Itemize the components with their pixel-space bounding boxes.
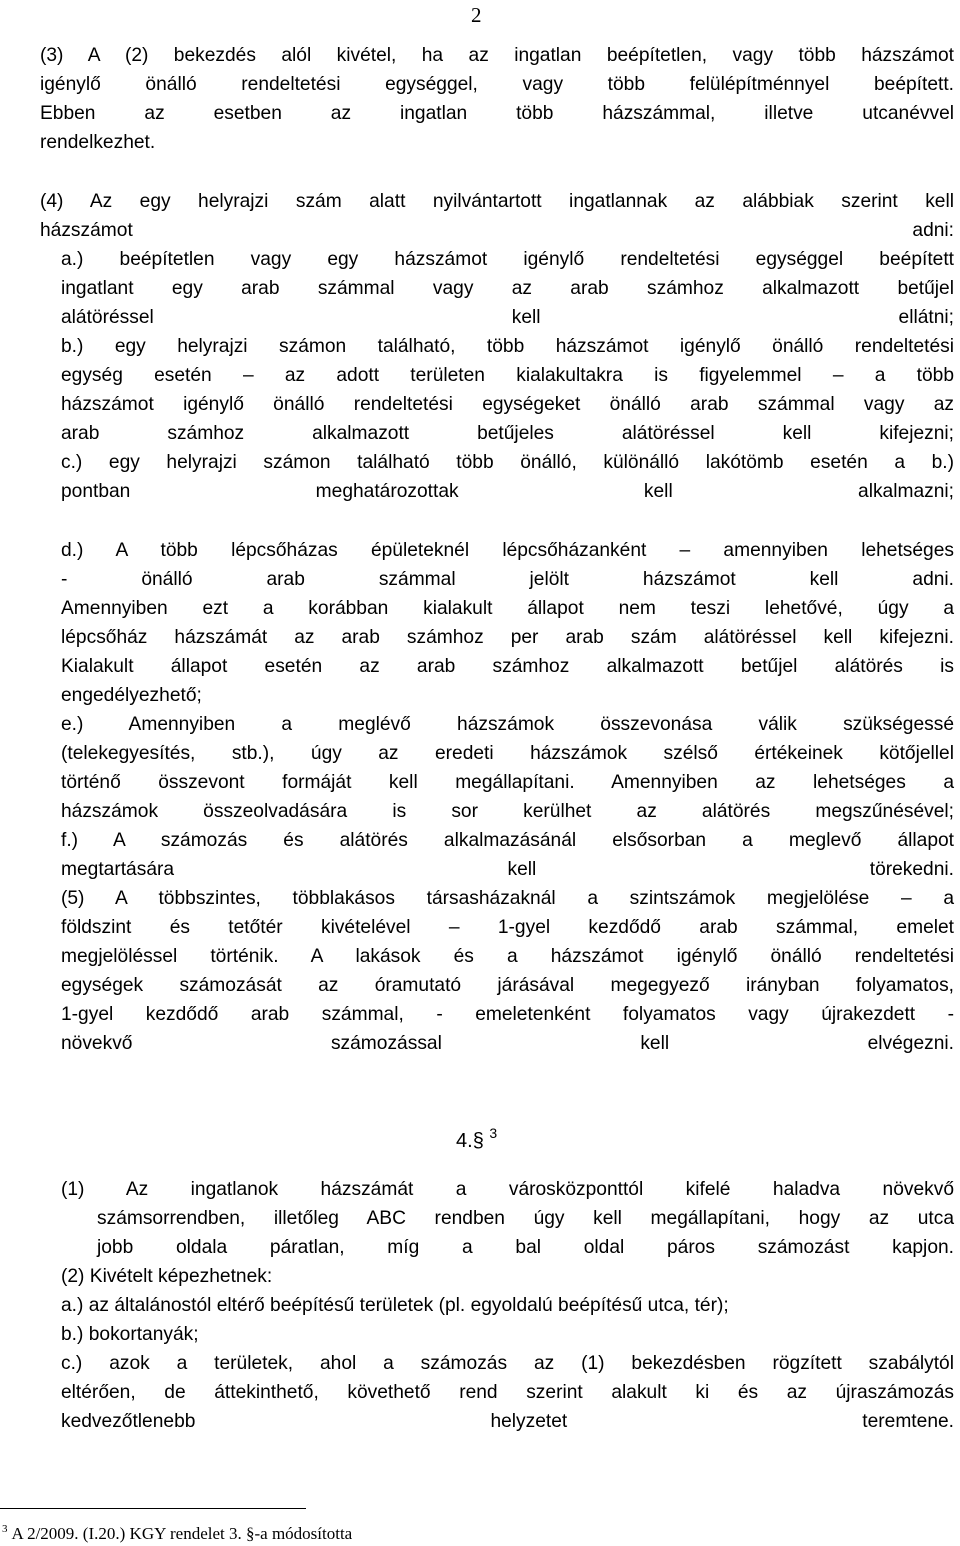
text-line: 1-gyel kezdődő arab számmal, - emeletenként folyamatos vagy újrakezdett - [61, 1004, 954, 1025]
text-line: egység esetén – az adott területen kialakultakra is figyelemmel – a több [61, 365, 954, 386]
text-line: e.) Amennyiben a meglévő házszámok összevonása válik szükségessé [61, 714, 954, 735]
section-symbol: § [472, 1130, 484, 1152]
paragraph-4 [40, 187, 954, 245]
text-line: (2) Kivételt képezhetnek: [61, 1266, 273, 1287]
text-line: (5) A többszintes, többlakásos társasházaknál a szintszámok megjelölése – a [61, 888, 954, 909]
footnote [2, 1518, 352, 1545]
text-line: (telekegyesítés, stb.), úgy az eredeti házszámok szélső értékeinek kötőjellel [61, 743, 954, 764]
text-line: egységek számozását az óramutató járásával megegyező irányban folyamatos, [61, 975, 954, 996]
text-line: lépcsőház házszámát az arab számhoz per arab szám alátöréssel kell kifejezni. [61, 627, 954, 648]
text-line: Ebben az esetben az ingatlan több házszámmal, illetve utcanévvel [40, 103, 954, 124]
list-items-a-c [61, 245, 954, 506]
text-line: rendelkezhet. [40, 132, 156, 153]
footnote-separator [0, 1508, 306, 1509]
text-line: eltérően, de áttekinthető, követhető rend szerint alakult ki és az újraszámozás [61, 1382, 954, 1403]
text-line: Kialakult állapot esetén az arab számhoz alkalmazott betűjel alátörés is [61, 656, 954, 677]
footnote-reference: 3 [489, 1125, 498, 1141]
text-line: (3) A (2) bekezdés alól kivétel, ha az ingatlan beépítetlen, vagy több házszámot [40, 45, 954, 66]
footnote-text: A 2/2009. (I.20.) KGY rendelet 3. §-a módosította [11, 1524, 353, 1543]
text-line: (4) Az egy helyrajzi szám alatt nyilvántartott ingatlannak az alábbiak szerint kell [40, 191, 954, 212]
section-heading [456, 1118, 497, 1156]
section4-paragraph-1-first-line [61, 1175, 954, 1204]
text-line: igénylő önálló rendeltetési egységgel, vagy több felülépítménnyel beépített. [40, 74, 954, 95]
page-number: 2 [471, 3, 482, 27]
text-line: Amennyiben ezt a korábban kialakult állapot nem teszi lehetővé, úgy a [61, 598, 954, 619]
text-line: f.) A számozás és alátörés alkalmazásánál elsősorban a meglevő állapot [61, 830, 954, 851]
text-line: számsorrendben, illetőleg ABC rendben úgy kell megállapítani, hogy az utca [97, 1208, 954, 1229]
text-line: a.) az általánostól eltérő beépítésű területek (pl. egyoldalú beépítésű utca, tér); [61, 1295, 729, 1316]
text-line: házszámot igénylő önálló rendeltetési egységeket önálló arab számmal vagy az [61, 394, 954, 415]
text-line: történő összevont formáját kell megállapítani. Amennyiben az lehetséges a [61, 772, 954, 793]
text-line: földszint és tetőtér kivételével – 1-gyel kezdődő arab számmal, emelet [61, 917, 954, 938]
text-line: ingatlant egy arab számmal vagy az arab számhoz alkalmazott betűjel [61, 278, 954, 299]
footnote-marker: 3 [2, 1523, 8, 1535]
text-line: megtartására kell törekedni. [61, 859, 954, 880]
section4-paragraph-1-continuation [97, 1204, 954, 1262]
section4-paragraph-2 [61, 1262, 954, 1291]
text-line: alátöréssel kell ellátni; [61, 307, 954, 328]
paragraph-3 [40, 41, 954, 157]
text-line: pontban meghatározottak kell alkalmazni; [61, 481, 954, 502]
text-line: a.) beépítetlen vagy egy házszámot igénylő rendeltetési egységgel beépített [61, 249, 954, 270]
section4-list-a-b [61, 1291, 954, 1349]
paragraph-5 [61, 884, 954, 1058]
text-line: c.) egy helyrajzi számon található több önálló, különálló lakótömb esetén a b.) [61, 452, 954, 473]
text-line: megjelöléssel történik. A lakások és a házszámot igénylő önálló rendeltetési [61, 946, 954, 967]
text-line: c.) azok a területek, ahol a számozás az (1) bekezdésben rögzített szabálytól [61, 1353, 954, 1374]
text-line: b.) bokortanyák; [61, 1324, 199, 1345]
text-line: házszámot adni: [40, 220, 954, 241]
text-line: arab számhoz alkalmazott betűjeles alátöréssel kell kifejezni; [61, 423, 954, 444]
text-line: növekvő számozással kell elvégezni. [61, 1033, 954, 1054]
text-line: (1) Az ingatlanok házszámát a városközponttól kifelé haladva növekvő [61, 1179, 954, 1200]
text-line: kedvezőtlenebb helyzetet teremtene. [61, 1411, 954, 1432]
list-items-d-f [61, 536, 954, 884]
text-line: jobb oldala páratlan, míg a bal oldal páros számozást kapjon. [97, 1237, 954, 1258]
section-number: 4. [456, 1130, 473, 1152]
section4-list-c [61, 1349, 954, 1436]
text-line: d.) A több lépcsőházas épületeknél lépcsőházanként – amennyiben lehetséges [61, 540, 954, 561]
text-line: engedélyezhető; [61, 685, 202, 706]
text-line: b.) egy helyrajzi számon található, több házszámot igénylő önálló rendeltetési [61, 336, 954, 357]
text-line: - önálló arab számmal jelölt házszámot kell adni. [61, 569, 954, 590]
text-line: házszámok összeolvadására is sor kerülhet az alátörés megszűnésével; [61, 801, 954, 822]
